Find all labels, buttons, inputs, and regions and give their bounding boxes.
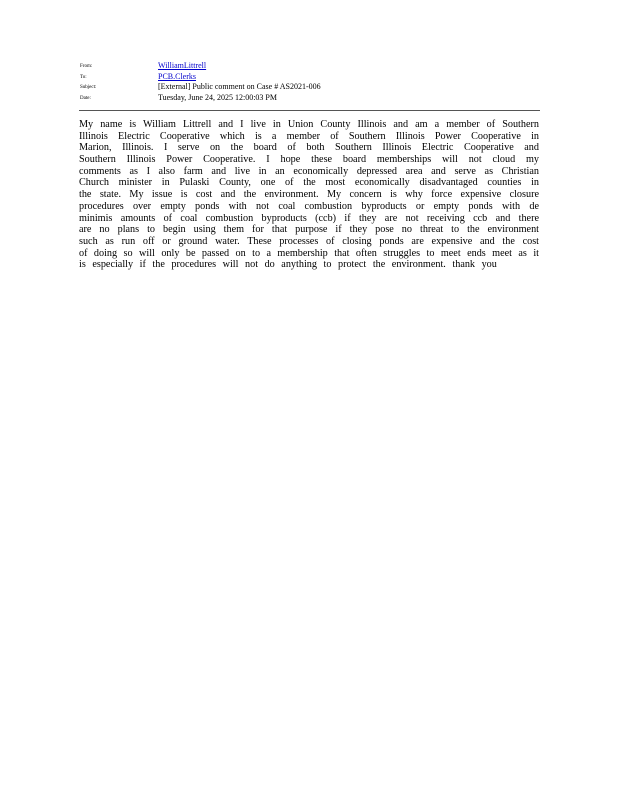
- body-line: Church minister in Pulaski County, one of the most economically disadvantaged counties in: [79, 177, 539, 189]
- email-body: [79, 119, 539, 271]
- body-line: such as run off or ground water. These processes of closing ponds are expensive and the cost: [79, 235, 539, 247]
- subject-label: Subject:: [80, 85, 97, 90]
- to-link[interactable]: PCB.Clerks: [158, 71, 197, 81]
- body-line: minimis amounts of coal combustion byproducts (ccb) if they are not receiving ccb and there: [79, 212, 539, 224]
- email-header: [80, 61, 540, 103]
- body-line: of doing so will only be passed on to a membership that often struggles to meet ends meet as it: [79, 247, 539, 259]
- body-line: Marion, Illinois. I serve on the board of both Southern Illinois Electric Cooperative and: [79, 142, 539, 154]
- date-label: Date:: [80, 95, 91, 101]
- from-row: [80, 61, 540, 71]
- date-row: [80, 93, 540, 103]
- from-link[interactable]: WilliamLittrell: [158, 61, 207, 70]
- body-line: Illinois Electric Cooperative which is a member of Southern Illinois Power Cooperative in: [79, 130, 539, 142]
- body-line: Southern Illinois Power Cooperative. I hope these board memberships will not cloud my: [79, 154, 539, 166]
- body-line: comments as I also farm and live in an economically depressed area and serve as Christian: [79, 165, 539, 177]
- subject-value: [External] Public comment on Case # AS2021-006: [158, 82, 321, 91]
- body-line: My name is William Littrell and I live in Union County Illinois and am a member of Southern: [79, 119, 539, 130]
- date-value: Tuesday, June 24, 2025 12:00:03 PM: [158, 92, 277, 102]
- to-row: [80, 72, 540, 82]
- header-divider: [79, 110, 540, 111]
- body-line: procedures over empty ponds with not coal combustion byproducts or empty ponds with de: [79, 200, 539, 212]
- to-label: To:: [80, 74, 87, 80]
- body-line: is especially if the procedures will not do anything to protect the environment. thank you: [79, 259, 497, 271]
- from-label: From:: [80, 64, 93, 69]
- body-line: the state. My issue is cost and the environment. My concern is why force expensive closure: [79, 189, 539, 201]
- body-line: are no plans to begin using them for that purpose if they pose no threat to the environment: [79, 224, 539, 236]
- subject-row: [80, 82, 540, 92]
